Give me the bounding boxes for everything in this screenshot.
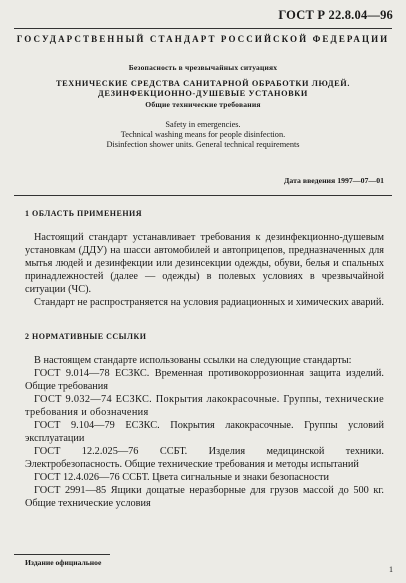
title-ru-line-2: ДЕЗИНФЕКЦИОННО-ДУШЕВЫЕ УСТАНОВКИ (98, 89, 308, 98)
section-1-heading: 1 ОБЛАСТЬ ПРИМЕНЕНИЯ (25, 209, 143, 218)
section-1 (25, 207, 384, 309)
title-en-line-2: Technical washing means for people disinfection. (120, 130, 286, 139)
title-ru-line-1: ТЕХНИЧЕСКИЕ СРЕДСТВА САНИТАРНОЙ ОБРАБОТКИ ЛЮДЕЙ. (55, 79, 351, 88)
top-divider (14, 28, 392, 29)
section-1-paragraph-1: Настоящий стандарт устанавливает требования к дезинфекционно-душевым установкам (ДДУ) на шасси автомобилей и автоприцепов, предназначенных для мытья людей и дезинфекции или дезинсекции одежды, обуви, белья и спальных принадлежностей (далее — одежды) в полевых условиях в чрезвычайной ситуации (ЧС). (25, 232, 384, 295)
reference-item: ГОСТ 12.4.026—76 ССБТ. Цвета сигнальные и знаки безопасности (34, 472, 329, 483)
subtitle-ru: Общие технические требования (145, 100, 261, 109)
introduction-date: Дата введения 1997—07—01 (284, 176, 384, 185)
page-number: 1 (389, 565, 393, 574)
title-en-line-3: Disinfection shower units. General technical requirements (106, 140, 300, 149)
title-en-line-1: Safety in emergencies. (165, 120, 241, 129)
standard-number: ГОСТ Р 22.8.04—96 (278, 8, 393, 22)
section-2-intro: В настоящем стандарте использованы ссылки на следующие стандарты: (34, 355, 352, 366)
reference-item: ГОСТ 9.032—74 ЕСЗКС. Покрытия лакокрасочные. Группы, технические требования и обозначения (25, 394, 384, 418)
title-block (0, 63, 406, 150)
state-standard-heading: ГОСУДАРСТВЕННЫЙ СТАНДАРТ РОССИЙСКОЙ ФЕДЕРАЦИИ (16, 34, 390, 44)
official-edition-label: Издание официальное (25, 558, 102, 567)
footer-divider (14, 554, 110, 555)
header-divider (14, 195, 392, 196)
section-2-heading: 2 НОРМАТИВНЫЕ ССЫЛКИ (25, 332, 147, 341)
reference-item: ГОСТ 9.104—79 ЕСЗКС. Покрытия лакокрасочные. Группы условий эксплуатации (25, 420, 384, 444)
section-1-paragraph-2: Стандарт не распространяется на условия радиационных и химических аварий. (34, 297, 384, 308)
title-ru (0, 79, 406, 99)
series-title: Безопасность в чрезвычайных ситуациях (128, 63, 278, 72)
section-2 (25, 330, 384, 510)
reference-item: ГОСТ 9.014—78 ЕСЗКС. Временная противокоррозионная защита изделий. Общие требования (25, 368, 384, 392)
reference-item: ГОСТ 12.2.025—76 ССБТ. Изделия медицинской техники. Электробезопасность. Общие технические требования и методы испытаний (25, 446, 384, 470)
title-en (0, 120, 406, 150)
reference-item: ГОСТ 2991—85 Ящики дощатые неразборные для грузов массой до 500 кг. Общие технические условия (25, 485, 384, 509)
